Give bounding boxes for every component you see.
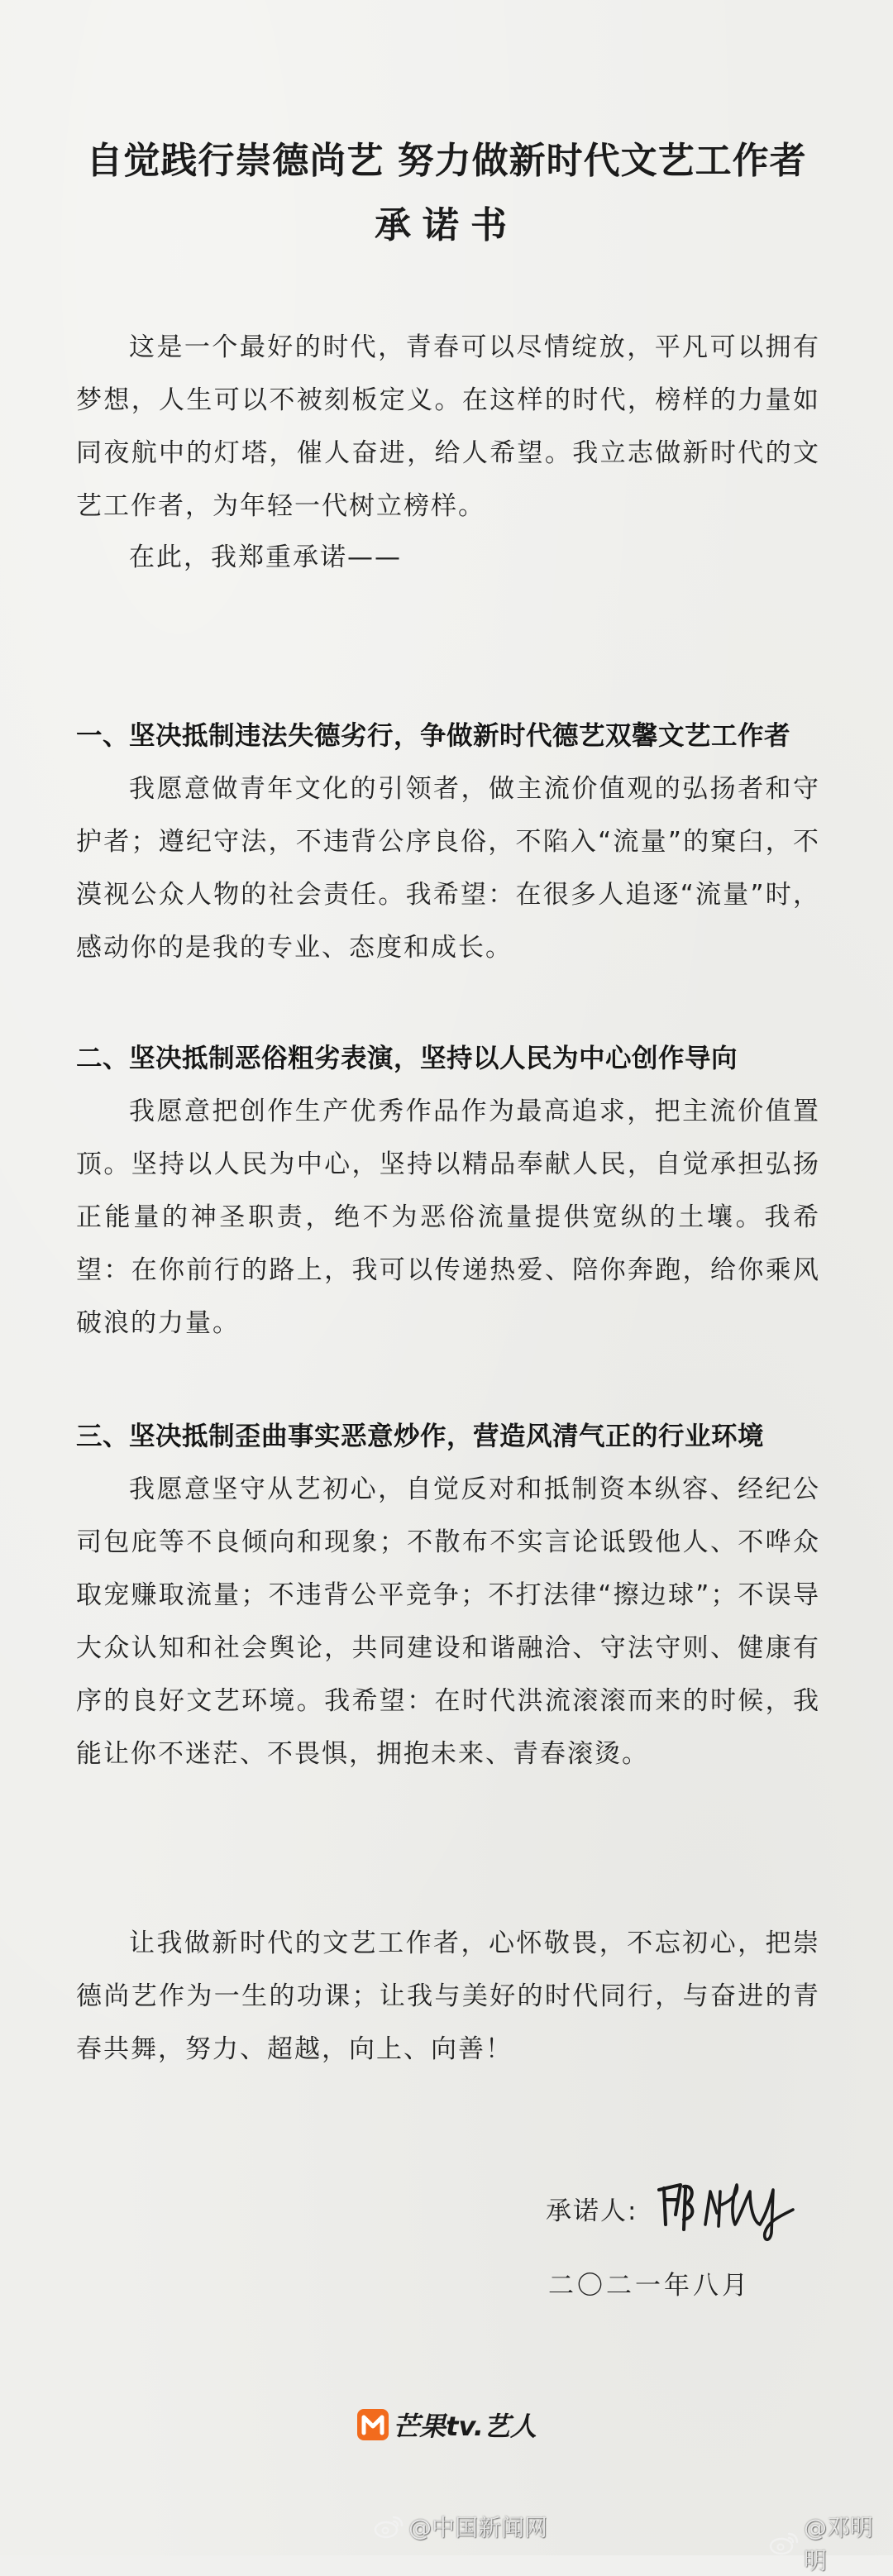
mgtv-logo-icon <box>356 2408 389 2441</box>
signature-row <box>546 2167 805 2249</box>
watermark-text: @中国新闻网 <box>408 2514 548 2541</box>
closing-paragraph: 让我做新时代的文艺工作者，心怀敬畏，不忘初心，把崇德尚艺作为一生的功课；让我与美好的时代同行，与奋进的青春共舞，努力、超越，向上、向善！ <box>76 1928 820 2064</box>
logo-text: 芒果tv.艺人 <box>393 2411 537 2442</box>
section-body-1: 我愿意做青年文化的引领者，做主流价值观的弘扬者和守护者；遵纪守法，不违背公序良俗，不陷入“流量”的窠臼，不漠视公众人物的社会责任。我希望：在很多人追逐“流量”时，感动你的是我的专业、态度和成长。 <box>76 774 820 963</box>
watermark-user <box>769 2510 893 2576</box>
section-heading-2: 二、坚决抵制恶俗粗劣表演，坚持以人民为中心创作导向 <box>76 1044 738 1073</box>
document-title: 自觉践行崇德尚艺 努力做新时代文艺工作者 <box>86 140 807 182</box>
date-line: 二〇二一年八月 <box>548 2271 751 2301</box>
watermark-text: @邓明明 <box>804 2514 874 2574</box>
weibo-icon <box>769 2531 799 2555</box>
section-heading-1: 一、坚决抵制违法失德劣行，争做新时代德艺双馨文艺工作者 <box>76 721 791 751</box>
watermark-chinanews <box>374 2510 547 2543</box>
brand-footer <box>0 2405 893 2445</box>
weibo-icon <box>374 2514 404 2539</box>
mgtv-artist-logo <box>356 2405 537 2445</box>
section-body-3: 我愿意坚守从艺初心，自觉反对和抵制资本纵容、经纪公司包庇等不良倾向和现象；不散布不实言论诋毁他人、不哗众取宠赚取流量；不违背公平竞争；不打法律“擦边球”；不误导大众认知和社会舆论，共同建设和谐融洽、守法守则、健康有序的良好文艺环境。我希望：在时代洪流滚滚而来的时候，我能让你不迷茫、不畏惧，拥抱未来、青春滚烫。 <box>76 1474 820 1769</box>
handwritten-signature <box>647 2167 805 2249</box>
signer-label: 承诺人: <box>546 2196 638 2226</box>
document-subtitle: 承诺书 <box>375 204 518 246</box>
section-heading-3: 三、坚决抵制歪曲事实恶意炒作，营造风清气正的行业环境 <box>76 1422 765 1451</box>
pledge-lead-paragraph: 在此，我郑重承诺—— <box>129 542 402 572</box>
intro-paragraph: 这是一个最好的时代，青春可以尽情绽放，平凡可以拥有梦想，人生可以不被刻板定义。在这样的时代，榜样的力量如同夜航中的灯塔，催人奋进，给人希望。我立志做新时代的文艺工作者，为年轻一代树立榜样。 <box>76 332 820 521</box>
section-body-2: 我愿意把创作生产优秀作品作为最高追求，把主流价值置顶。坚持以人民为中心，坚持以精品奉献人民，自觉承担弘扬正能量的神圣职责，绝不为恶俗流量提供宽纵的土壤。我希望：在你前行的路上，我可以传递热爱、陪你奔跑，给你乘风破浪的力量。 <box>76 1097 820 1338</box>
